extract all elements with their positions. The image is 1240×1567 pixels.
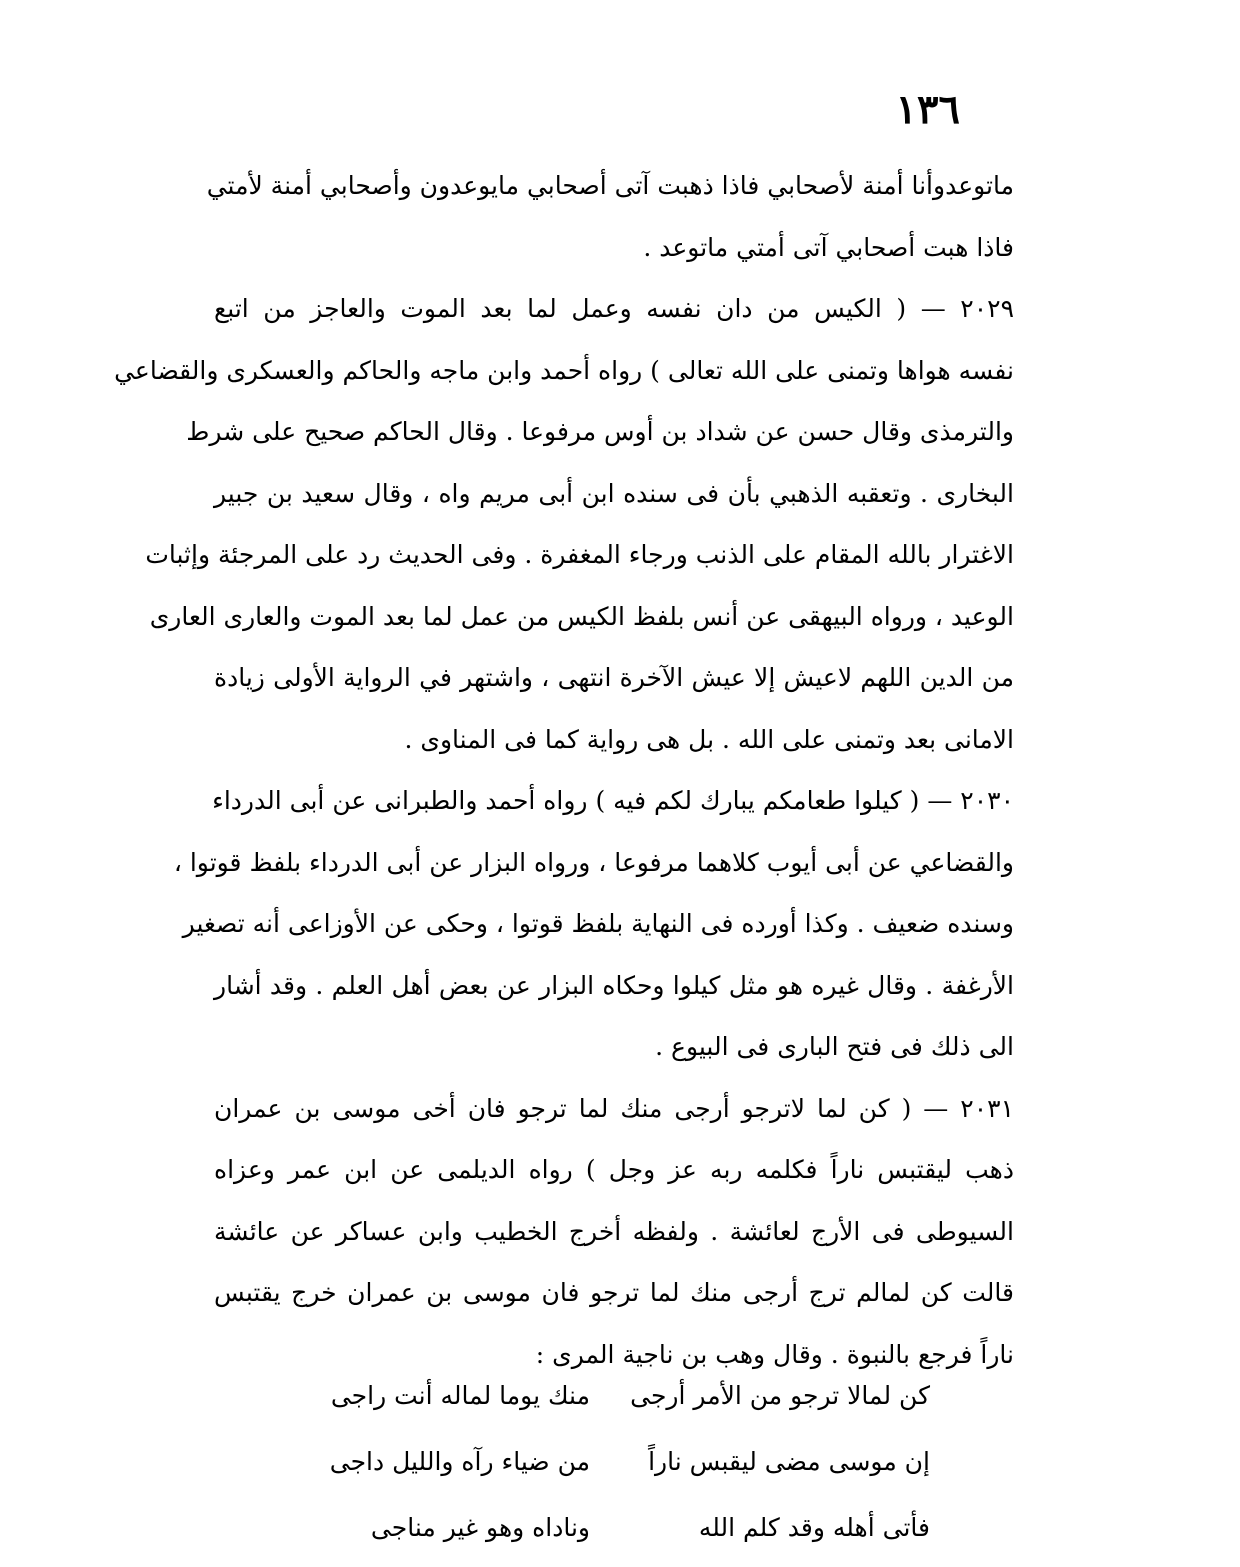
poem-verse [310, 1495, 930, 1561]
text-line: الى ذلك فى فتح البارى فى البيوع . [655, 1032, 1014, 1061]
poem-first-hemistich: فأتى أهله وقد كلم الله [698, 1513, 930, 1542]
body-text [114, 155, 1014, 1385]
text-line: البخارى . وتعقبه الذهبي بأن فى سنده ابن أبى مريم واه ، وقال سعيد بن جبير [214, 478, 1014, 508]
text-line: السيوطى فى الأرج لعائشة . ولفظه أخرج الخطيب وابن عساكر عن عائشة [214, 1216, 1014, 1246]
poem-second-hemistich: منك يوما لماله أنت راجى [330, 1381, 590, 1410]
text-line: الأرغفة . وقال غيره هو مثل كيلوا وحكاه البزار عن بعض أهل العلم . وقد أشار [214, 970, 1014, 1000]
poem [310, 1363, 930, 1561]
text-line: والقضاعي عن أبى أيوب كلاهما مرفوعا ، ورواه البزار عن أبى الدرداء بلفظ قوتوا ، [173, 847, 1014, 877]
hadith-2030-line: ٢٠٣٠ — ( كيلوا طعامكم يبارك لكم فيه ) رواه أحمد والطبرانى عن أبى الدرداء [212, 786, 1014, 815]
poem-first-hemistich: كن لمالا ترجو من الأمر أرجى [630, 1381, 930, 1410]
text-line: قالت كن لمالم ترج أرجى منك لما ترجو فان موسى بن عمران خرج يقتبس [214, 1278, 1014, 1307]
text-line: نفسه هواها وتمنى على الله تعالى ) رواه أحمد وابن ماجه والحاكم والعسكرى والقضاعي [114, 355, 1014, 385]
text-line: الامانى بعد وتمنى على الله . بل هى رواية كما فى المناوى . [404, 724, 1014, 754]
text-line: من الدين اللهم لاعيش إلا عيش الآخرة انتهى ، واشتهر في الرواية الأولى زيادة [214, 663, 1014, 692]
hadith-2031-line: ٢٠٣١ — ( كن لما لاترجو أرجى منك لما ترجو فان أخى موسى بن عمران [214, 1093, 1014, 1123]
poem-verse [310, 1363, 930, 1429]
page-number: ١٣٦ [895, 86, 960, 133]
text-line: ماتوعدوأنا أمنة لأصحابي فاذا ذهبت آتى أصحابي مايوعدون وأصحابي أمنة لأمتي [206, 171, 1014, 200]
poem-verse [310, 1429, 930, 1495]
text-line: الوعيد ، ورواه البيهقى عن أنس بلفظ الكيس من عمل لما بعد الموت والعارى العارى [149, 601, 1014, 631]
text-line: والترمذى وقال حسن عن شداد بن أوس مرفوعا . وقال الحاكم صحيح على شرط [186, 417, 1014, 446]
poem-second-hemistich: وناداه وهو غير مناجى [370, 1513, 590, 1542]
text-line: ناراً فرجع بالنبوة . وقال وهب بن ناجية المرى : [535, 1339, 1014, 1369]
text-line: ذهب ليقتبس ناراً فكلمه ربه عز وجل ) رواه الديلمى عن ابن عمر وعزاه [214, 1155, 1014, 1184]
poem-first-hemistich: إن موسى مضى ليقبس ناراً [648, 1447, 930, 1476]
text-line: الاغترار بالله المقام على الذنب ورجاء المغفرة . وفى الحديث رد على المرجئة وإثبات [145, 540, 1014, 569]
text-line: وسنده ضعيف . وكذا أورده فى النهاية بلفظ قوتوا ، وحكى عن الأوزاعى أنه تصغير [182, 909, 1014, 938]
poem-second-hemistich: من ضياء رآه والليل داجى [329, 1447, 590, 1476]
text-line: فاذا هبت أصحابي آتى أمتي ماتوعد . [643, 232, 1014, 262]
hadith-2029-line: ٢٠٢٩ — ( الكيس من دان نفسه وعمل لما بعد الموت والعاجز من اتبع [214, 294, 1014, 323]
